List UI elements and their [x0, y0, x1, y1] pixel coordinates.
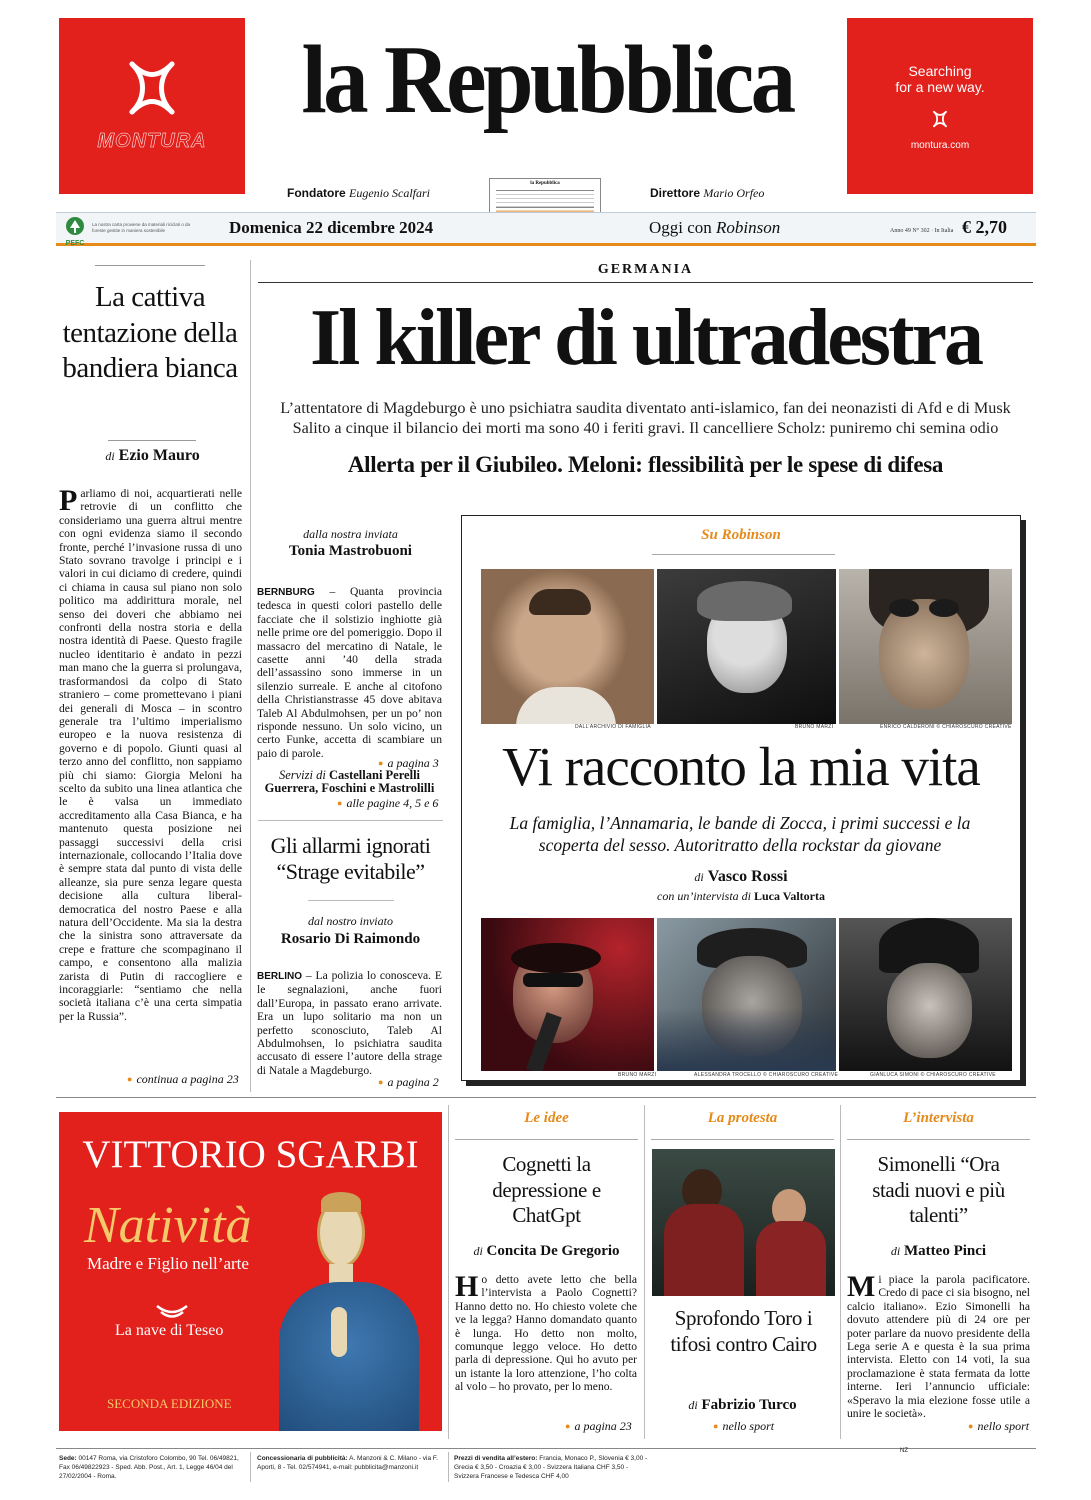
idee-dropcap: H: [455, 1270, 479, 1303]
price: € 2,70: [962, 217, 1007, 237]
caption-top-1: DALL’ARCHIVIO DI FAMIGLIA: [575, 724, 651, 730]
intervista-body: Mi piace la parola pacificatore. Credo di pace ci sia bisogno, nel calcio italiano». Ezio Simonelli ha dovuto attendere più di 24 ore per poter parlare da nuovo presidente della Lega serie A e questa è la sua prima intervista. Eletto con 14 voti, la sua proclamazione è stata fermata da lotte interne. Ieri l’annuncio ufficiale: «Speravo la mia elezione fosse utile a unire le società».: [847, 1270, 1030, 1421]
intervista-dropcap: M: [847, 1270, 876, 1303]
robinson-thumb-masthead: la Repubblica: [530, 181, 560, 186]
protesta-kicker: La protesta: [707, 1110, 778, 1126]
story1-jump[interactable]: ● a pagina 3: [378, 756, 439, 771]
idee-jump[interactable]: ● a pagina 23: [565, 1419, 632, 1434]
footer-sede: Sede: 00147 Roma, via Cristoforo Colombo, 90 Tel. 06/49821, Fax 06/49822923 - Sped. Abb. Post., Art. 1, Legge 46/04 del 27/02/2004 - Roma.: [59, 1455, 239, 1480]
pefc-tree-icon: [62, 216, 88, 236]
lead-deck-1: L’attentatore di Magdeburgo è uno psichiatra saudita diventato anti-islamico, fan dei neonazisti di Afd e di Musk: [280, 399, 1011, 417]
story1-body: BERNBURG – Quanta provincia tedesca in questi colori pastello delle facciate che il solstizio inghiotte già nelle prime ore del pomeriggio. Dopo il massacro del mercatino di Natale, le casette anni ’40 della strada dell’assassino sono immerse in un silenzio surreale. E anche al citofono della Christianstrasse 45 dove abitava Taleb Al Abdulmohsen, per un po’ non risponde nessuno. Un solo vicino, un certo Funke, accetta di scambiare un paio di parole.: [257, 585, 442, 760]
supplement-line: Oggi con Robinson: [649, 218, 781, 237]
caption-top-3: ENRICO CALDERONI © CHIAROSCURO CREATIVE: [880, 724, 1012, 730]
lead-subhead[interactable]: Allerta per il Giubileo. Meloni: flessibilità per le spese di difesa: [347, 452, 944, 477]
editorial-body: Parliamo di noi, acquartierati nelle retrovie di un conflitto che consideriamo una guerra altrui mentre con ogni evidenza siamo il secondo fronte, perché l’invasione russa di uno Stato sovrano travolge i principi e i valori in cui diciamo di credere, quindi ci chiama in causa sul piano non solo politico ma addirittura morale, nel senso dei doveri che abbiamo nei confronti della nostra storia e della nostra identità di Paese. Questo fragile nucleo identitario è andato in pezzi man mano che la guerra si prolungava, trasformandosi da colpo di Stato straniero – come promettevano i piani dei generali di Mosca – in scontro generale tra l’ultimo imperialismo europeo e la nuova resistenza di governo e di popolo. Giunti quasi al terzo anno del conflitto, non sappiamo più chi siamo: Giorgia Meloni ha scelto da subito una linea atlantica che le è valsa un immediato accreditamento alla Casa Bianca, e ha mantenuto questa posizione nei passaggi successivi della crisi internazionale, collocando l’Italia dove è sempre stata dal punto di vista delle alleanze, sia pure senza legare questa decisione alla cultura liberal-democratica del nostro Paese e alla natura dell’Occidente. Ma sia la destra che la sinistra sono attraversate da crepe e fratture che scompaginano il campo, e consentono alla malizia zarista di Putin di raccogliere e incoraggiarle: “sentiamo che nella società italiana c’è una certa simpatia per la Russia”.: [59, 484, 242, 1023]
protesta-headline[interactable]: Sprofondo Toro i tifosi contro Cairo: [670, 1306, 817, 1356]
date-bar: [56, 212, 1036, 246]
montura-small-logo-icon: [932, 110, 948, 128]
story2-byline-pre: dal nostro inviato: [308, 914, 393, 928]
robinson-byline: di Vasco Rossi: [694, 868, 788, 885]
book-ad[interactable]: [59, 1112, 442, 1431]
robinson-deck: La famiglia, l’Annamaria, le bande di Zocca, i primi successi e la scoperta del sesso. Autoritratto della rockstar da giovane: [509, 813, 971, 855]
director-line: Direttore Mario Orfeo: [650, 186, 765, 200]
protesta-byline: di Fabrizio Turco: [688, 1397, 797, 1413]
editorial-title[interactable]: La cattiva tentazione della bandiera bianca: [62, 281, 238, 384]
story2-headline[interactable]: Gli allarmi ignorati “Strage evitabile”: [270, 833, 431, 884]
pefc-note: La nostra carta proviene da materiali riciclati o da foreste gestite in maniera sostenibile: [92, 222, 191, 233]
protesta-jump[interactable]: ● nello sport: [713, 1419, 774, 1434]
pefc-badge: [62, 216, 88, 247]
intervista-headline[interactable]: Simonelli “Ora stadi nuovi e più talenti”: [872, 1152, 1005, 1227]
story2-jump[interactable]: ● a pagina 2: [378, 1075, 439, 1090]
ad-tagline-2: for a new way.: [895, 79, 985, 95]
intervista-jump[interactable]: ● nello sport: [968, 1419, 1029, 1434]
robinson-thumb-lines: [496, 190, 594, 208]
montura-wordmark: MONTURA: [97, 130, 207, 152]
intervista-byline: di Matteo Pinci: [890, 1243, 987, 1259]
idee-byline: di Concita De Gregorio: [473, 1243, 620, 1259]
lead-headline[interactable]: Il killer di ultradestra: [310, 294, 981, 382]
book-ad-edition: SECONDA EDIZIONE: [107, 1396, 232, 1411]
footer-nz: NZ: [900, 1448, 908, 1454]
book-ad-subtitle: Madre e Figlio nell’arte: [87, 1254, 249, 1273]
book-ad-title: Natività: [84, 1197, 252, 1254]
photo-beanie-portrait: [839, 918, 1012, 1071]
caption-top-2: BRUNO MARZI: [795, 724, 834, 730]
founder-line: Fondatore Eugenio Scalfari: [287, 186, 431, 200]
footer-concessionaria: Concessionaria di pubblicità: A. Manzoni & C. Milano - via F. Aporti, 8 - Tel. 02/574941, e-mail: pubblicita@manzoni.it: [257, 1455, 438, 1471]
ad-tagline-1: Searching: [908, 63, 972, 79]
footer-prezzi: Prezzi di vendita all’estero: Francia, Monaco P., Slovenia € 3,00 - Grecia € 3,50 - Croazia € 3,00 - Svizzera Italiana CHF 3,50 - Svizzera Francese e Tedesca CHF 4,00: [454, 1455, 648, 1480]
story1-author: Tonia Mastrobuoni: [289, 543, 412, 559]
lead-kicker: GERMANIA: [597, 262, 694, 277]
photo-bandana-smoke: [657, 918, 836, 1071]
ad-url: montura.com: [910, 140, 970, 151]
story1-services: Servizi di Castellani Perelli Guerrera, Foschini e Mastrolilli: [264, 768, 435, 795]
caption-bottom-1: BRUNO MARZI: [618, 1072, 657, 1078]
story1-byline-pre: dalla nostra inviata: [303, 527, 398, 541]
montura-logo-icon: [126, 58, 178, 118]
ad-montura-right[interactable]: [847, 18, 1033, 194]
caption-bottom-2: ALESSANDRA TROCELLO © CHIAROSCURO CREATIVE: [694, 1072, 839, 1078]
photo-young-smiling: [657, 569, 836, 724]
issue-number: Anno 49 N° 302 · In Italia: [890, 228, 954, 234]
idee-kicker: Le idee: [524, 1110, 569, 1126]
story2-author: Rosario Di Raimondo: [280, 931, 421, 947]
editorial-continue[interactable]: ● continua a pagina 23: [127, 1072, 239, 1087]
editorial-byline: di Ezio Mauro: [105, 447, 200, 464]
robinson-interview: con un’intervista di Luca Valtorta: [657, 889, 825, 903]
ad-montura-left[interactable]: [59, 18, 245, 194]
nave-di-teseo-logo-icon: [155, 1302, 189, 1322]
book-ad-author: VITTORIO SGARBI: [82, 1133, 419, 1176]
lead-deck-2: Salito a cinque il bilancio dei morti ma sono 40 i feriti gravi. Il cancelliere Scholz: puniremo chi semina odio: [292, 419, 999, 437]
book-ad-publisher: La nave di Teseo: [115, 1322, 224, 1339]
idee-body: Ho detto avete letto che bella l’intervista a Paolo Cognetti? Hanno detto no. Ho chiesto volete che ve la legga? Hanno domandato quanto è lunga. Ho detto non molto, comunque leggo veloce. Ho detto parla di depressione. Qui ho avuto per un istante la loro attenzione, l’ho colta al volo – ho provato, per lo meno.: [455, 1270, 637, 1394]
masthead-title: la Repubblica: [301, 26, 793, 134]
photo-concert-singer: [481, 918, 654, 1071]
story1-services-jump[interactable]: ● alle pagine 4, 5 e 6: [337, 796, 438, 811]
idee-headline[interactable]: Cognetti la depressione e ChatGpt: [492, 1152, 601, 1227]
caption-bottom-3: GIANLUCA SIMONI © CHIAROSCURO CREATIVE: [870, 1072, 996, 1078]
story2-body: BERLINO – La polizia lo conosceva. E le segnalazioni, anche fuori dall’Europa, in passato erano arrivate. Era un lupo solitario ma non un perfetto sconosciuto, Taleb Al Abdulmohsen, lo psichiatra saudita accusato di essere l’autore della strage di Natale a Magdeburgo.: [257, 969, 442, 1077]
photo-sunglasses-head: [839, 569, 1012, 724]
issue-date: Domenica 22 dicembre 2024: [229, 218, 434, 237]
robinson-headline[interactable]: Vi racconto la mia vita: [502, 736, 980, 797]
intervista-kicker: L’intervista: [903, 1110, 974, 1126]
book-ad-madonna-illustration: [269, 1192, 442, 1431]
photo-childhood: [481, 569, 654, 724]
robinson-kicker: Su Robinson: [701, 527, 781, 543]
pefc-label: PEFC: [65, 240, 85, 247]
editorial-dropcap: P: [59, 484, 78, 517]
photo-torino-players: [652, 1149, 835, 1296]
